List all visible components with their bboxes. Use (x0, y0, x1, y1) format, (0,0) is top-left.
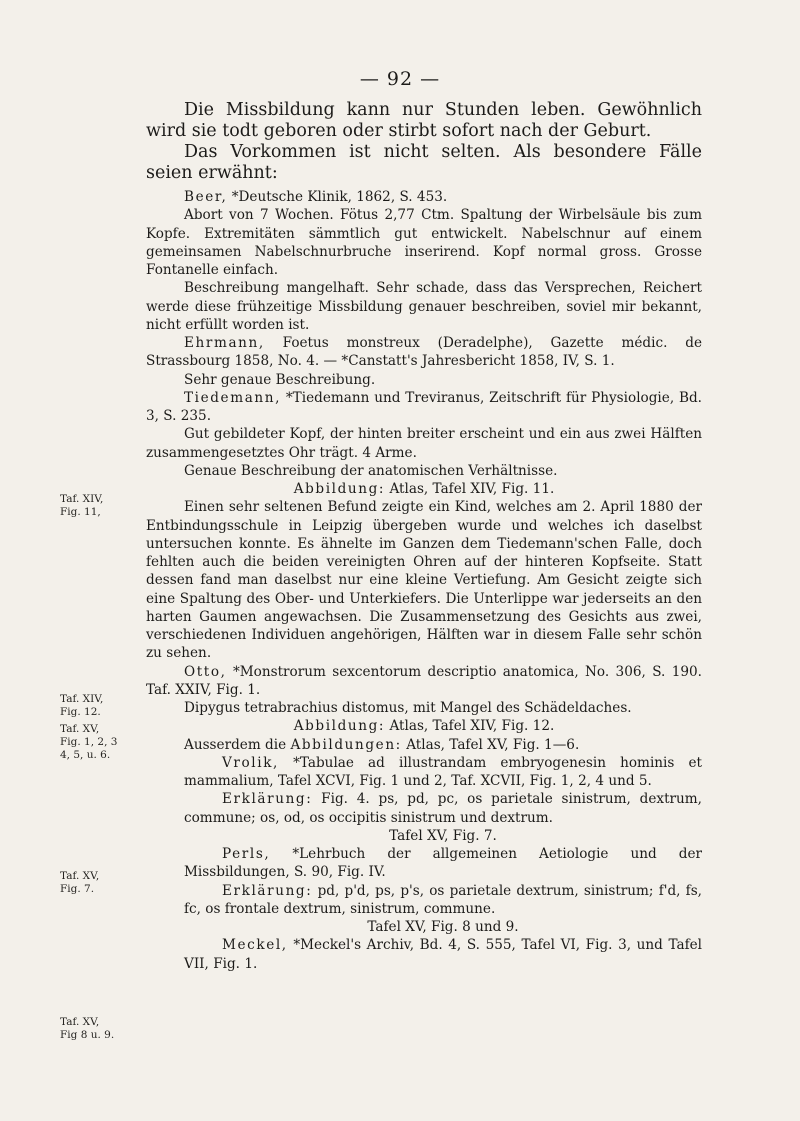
figure-label: Abbildung: (293, 481, 386, 497)
page-number: — 92 — (359, 68, 441, 90)
margin-note-line: Taf. XV, (60, 870, 100, 882)
paragraph: Gut gebildeter Kopf, der hinten breiter erscheint und ein aus zwei Hälften zusammengesetztes Ohr trägt. 4 Arme. (146, 426, 702, 461)
reference-perls (184, 845, 702, 882)
author-name: Beer, (184, 189, 228, 205)
margin-note-taf-xiv-fig-12 (60, 693, 103, 719)
explanation-label: Erklärung: (222, 791, 313, 808)
author-name: Meckel, (222, 937, 288, 954)
paragraph: Beschreibung mangelhaft. Sehr schade, dass das Versprechen, Reichert werde diese frühzeitige Missbildung genauer beschreiben, soviel mir bekannt, nicht erfüllt worden ist. (146, 280, 702, 333)
intro-text (146, 100, 702, 184)
margin-note-taf-xv-fig-7 (60, 870, 99, 896)
reference-ehrmann (146, 334, 702, 371)
figure-citation: Atlas, Tafel XV, Fig. 1—6. (401, 736, 580, 753)
intro-paragraph: Das Vorkommen ist nicht selten. Als besondere Fälle seien erwähnt: (146, 142, 702, 183)
margin-note-line: Fig 8 u. 9. (60, 1029, 115, 1041)
figure-citation: Atlas, Tafel XIV, Fig. 12. (385, 718, 555, 735)
author-name: Vrolik, (222, 754, 279, 771)
citation: *Deutsche Klinik, 1862, S. 453. (227, 189, 448, 205)
citation: *Tabulae ad illustrandam embryogenesin hominis et mammalium, Tafel XCVI, Fig. 1 und 2, Taf. XCVII, Fig. 1, 2, 4 und 5. (184, 754, 702, 789)
reference-meckel (184, 936, 702, 973)
margin-note-line: 4, 5, u. 6. (60, 749, 111, 761)
figure-reference-additional (146, 736, 702, 754)
margin-note-line: Fig. 1, 2, 3 (60, 736, 118, 748)
margin-note-taf-xv-fig-1-6 (60, 723, 117, 762)
paragraph: Dipygus tetrabrachius distomus, mit Mangel des Schädeldaches. (184, 700, 632, 716)
reference-tiedemann (146, 389, 702, 426)
citation: *Monstrorum sexcentorum descriptio anatomica, No. 306, S. 190. Taf. XXIV, Fig. 1. (146, 663, 702, 698)
figure-label: Abbildungen: (290, 736, 402, 753)
plate-reference: Tafel XV, Fig. 8 und 9. (367, 919, 519, 935)
figure-reference (146, 717, 702, 735)
case-list (146, 188, 702, 973)
paragraph: Einen sehr seltenen Befund zeigte ein Kind, welches am 2. April 1880 der Entbindungsschule in Leipzig übergeben wurde und welches ich daselbst untersuchen konnte. Es ähnelte im Ganzen dem Tiedemann'schen Falle, doch fehlten auch die beiden vereinigten Ohren auf der hinteren Kopfseite. Statt dessen fand man daselbst nur eine kleine Vertiefung. Am Gesicht zeigte sich eine Spaltung des Ober- und Unterkiefers. Die Unterlippe war jederseits an den harten Gaumen angewachsen. Die Zusammensetzung des Gesichts aus zwei, verschiedenen Individuen angehörigen, Hälften war in diesem Falle sehr schön zu sehen. (146, 499, 702, 662)
margin-note-line: Taf. XIV, (60, 493, 104, 505)
author-name: Ehrmann, (184, 335, 265, 351)
intro-paragraph: Die Missbildung kann nur Stunden leben. Gewöhnlich wird sie todt geboren oder stirbt sofort nach der Geburt. (146, 100, 702, 141)
reference-vrolik (184, 754, 702, 791)
author-name: Otto, (184, 663, 227, 680)
margin-note-line: Fig. 7. (60, 883, 95, 895)
vrolik-block (146, 754, 702, 973)
margin-note-line: Taf. XV, (60, 1016, 100, 1028)
reference-otto (146, 663, 702, 700)
text: Ausserdem die (184, 736, 291, 753)
author-name: Perls, (222, 846, 271, 862)
explanation (184, 790, 702, 827)
margin-note-taf-xv-fig-8-9 (60, 1016, 114, 1042)
paragraph: Sehr genaue Beschreibung. (184, 371, 376, 388)
paragraph: Genaue Beschreibung der anatomischen Verhältnisse. (184, 462, 558, 479)
explanation (184, 882, 702, 919)
explanation-text: pd, p'd, ps, p's, os parietale dextrum, sinistrum; f'd, fs, fc, os frontale dextrum, sinistrum, commune. (184, 882, 702, 917)
citation: *Lehrbuch der allgemeinen Aetiologie und der Missbildungen, S. 90, Fig. IV. (184, 846, 702, 881)
plate-reference: Tafel XV, Fig. 7. (389, 827, 497, 844)
explanation-label: Erklärung: (222, 882, 313, 899)
margin-note-line: Fig. 12. (60, 706, 101, 718)
reference-beer (146, 188, 702, 206)
margin-note-line: Taf. XIV, (60, 693, 104, 705)
citation: *Meckel's Archiv, Bd. 4, S. 555, Tafel VI, Fig. 3, und Tafel VII, Fig. 1. (184, 937, 702, 972)
citation: *Tiedemann und Treviranus, Zeitschrift für Physiologie, Bd. 3, S. 235. (146, 389, 702, 424)
figure-reference (146, 480, 702, 498)
citation: Foetus monstreux (Deradelphe), Gazette médic. de Strassbourg 1858, No. 4. — *Canstatt's Jahresbericht 1858, IV, S. 1. (146, 335, 702, 370)
paragraph: Abort von 7 Wochen. Fötus 2,77 Ctm. Spaltung der Wirbelsäule bis zum Kopfe. Extremitäten sämmtlich gut entwickelt. Nabelschnur auf einem gemeinsamen Nabelschnurbruche inserirend. Kopf normal gross. Grosse Fontanelle einfach. (146, 207, 702, 278)
margin-note-line: Fig. 11, (60, 506, 101, 518)
author-name: Tiedemann, (184, 389, 282, 406)
explanation-text: Fig. 4. ps, pd, pc, os parietale sinistrum, dextrum, commune; os, od, os occipitis sinistrum und dextrum. (184, 791, 702, 826)
figure-label: Abbildung: (293, 718, 386, 735)
figure-citation: Atlas, Tafel XIV, Fig. 11. (385, 481, 555, 497)
margin-note-line: Taf. XV, (60, 723, 100, 735)
page-body (146, 100, 702, 973)
margin-note-taf-xiv-fig-11 (60, 493, 103, 519)
